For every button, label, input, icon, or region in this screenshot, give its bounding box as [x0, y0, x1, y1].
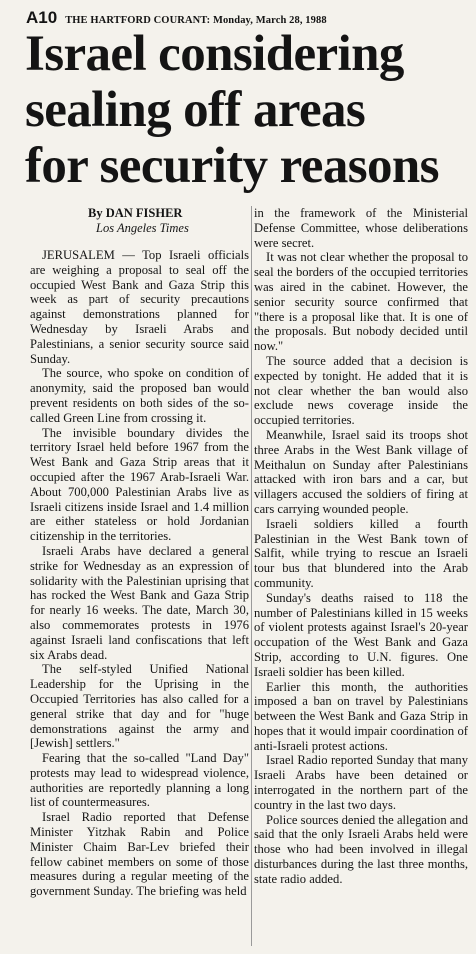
article-byline — [88, 206, 253, 236]
paragraph: JERUSALEM — Top Israeli officials are weighing a proposal to seal off the occupied West Bank and Gaza Strip this week as part of security precautions against demonstrations planned for Wednesday by Israeli Arabs and Palestinians, a senior security source said Sunday. — [30, 248, 249, 366]
paragraph: Israel Radio reported Sunday that many Israeli Arabs have been detained or interrogated in the northern part of the country in the last two days. — [254, 753, 468, 812]
page-folio — [26, 8, 466, 26]
paragraph: The source added that a decision is expected by tonight. He added that it is not clear whether the ban would also exclude news coverage inside the occupied territories. — [254, 353, 468, 428]
article-column-1 — [30, 248, 249, 946]
paragraph: Fearing that the so-called "Land Day" protests may lead to widespread violence, authorities are reportedly planning a long list of countermeasures. — [30, 751, 249, 810]
column-divider — [251, 206, 252, 946]
paragraph: The invisible boundary divides the territory Israel held before 1967 from the West Bank and Gaza Strip areas that it occupied after the 1967 Arab-Israeli War. About 700,000 Palestinian Arabs live as Israeli citizens inside Israel and 1.4 million are either stateless or hold Jordanian citizenship in the territories. — [30, 425, 249, 544]
paragraph: Israeli soldiers killed a fourth Palestinian in the West Bank town of Salfit, while trying to rescue an Israeli tour bus that blundered into the Arab community. — [254, 516, 468, 590]
paragraph: The source, who spoke on condition of anonymity, said the proposed ban would prevent residents on both sides of the so-called Green Line from crossing it. — [30, 366, 249, 425]
byline-author: By DAN FISHER — [88, 206, 183, 220]
paragraph: The self-styled Unified National Leadership for the Uprising in the Occupied Territories has also called for a general strike that day and for "huge demonstrations against the army and [Jewish] settlers." — [30, 662, 249, 751]
paragraph: Meanwhile, Israel said its troops shot three Arabs in the West Bank village of Meithalun on Sunday after Palestinians attacked with iron bars and a car, but villagers accused the soldiers of firing at cars carrying wounded people. — [254, 427, 468, 516]
page-number: A10 — [26, 8, 58, 26]
byline-news-service: Los Angeles Times — [96, 221, 189, 235]
paragraph: Earlier this month, the authorities imposed a ban on travel by Palestinians between the West Bank and Gaza Strip in hopes that it would impair coordination of anti-Israeli protest actions. — [254, 679, 468, 753]
paragraph: Israeli Arabs have declared a general strike for Wednesday as an expression of solidarity with the Palestinian uprising that has rocked the West Bank and Gaza Strip for nearly 16 weeks. The date, March 30, also commemorates protests in 1976 against Israeli land confiscations that left six Arabs dead. — [30, 543, 249, 662]
article-headline: Israel considering sealing off areas for security reasons — [25, 26, 439, 194]
paragraph: Sunday's deaths raised to 118 the number of Palestinians killed in 15 weeks of violent protests against Israel's 20-year occupation of the West Bank and Gaza Strip, according to U.N. figures. One Israeli soldier has been killed. — [254, 590, 468, 679]
paragraph: Police sources denied the allegation and said that the only Israeli Arabs held were those who had been involved in illegal disturbances during the last three months, state radio added. — [254, 812, 468, 886]
publication-date-line: THE HARTFORD COURANT: Monday, March 28, 1988 — [65, 15, 327, 26]
paragraph-continued: in the framework of the Ministerial Defense Committee, whose deliberations were secret. — [254, 206, 468, 250]
article-column-2 — [254, 206, 468, 946]
paragraph: Israel Radio reported that Defense Minister Yitzhak Rabin and Police Minister Chaim Bar-Lev briefed their fellow cabinet members on some of those measures during a regular meeting of the government Sunday. The briefing was held — [30, 810, 249, 899]
paragraph: It was not clear whether the proposal to seal the borders of the occupied territories was aired in the cabinet. However, the senior security source confirmed that "there is a proposal like that. It is one of the proposals. But nobody decided until now." — [254, 250, 468, 354]
